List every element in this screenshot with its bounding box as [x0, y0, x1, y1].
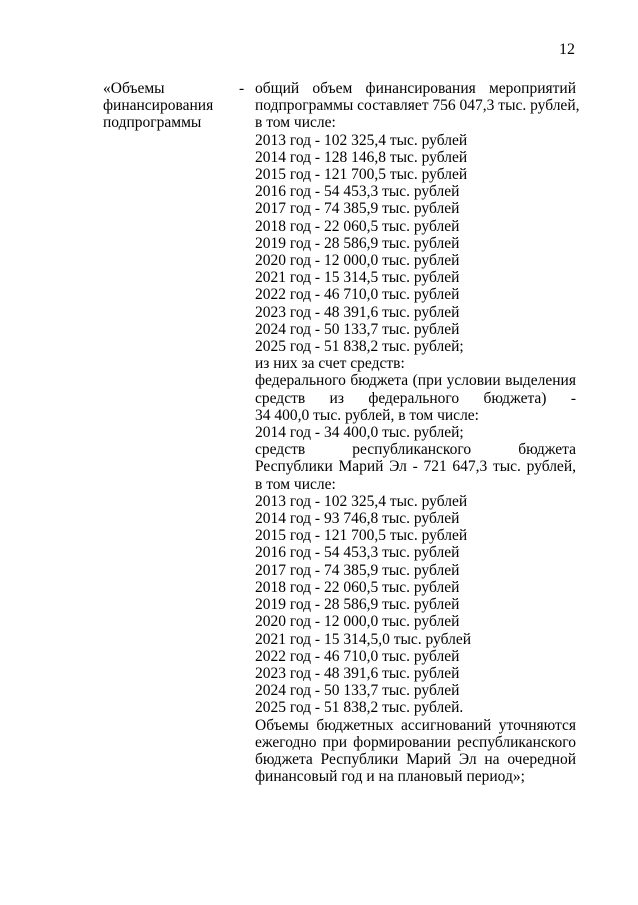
intro-line: в том числе:: [255, 114, 336, 132]
sources-intro: из них за счет средств:: [255, 355, 405, 373]
label-line: подпрограммы: [103, 114, 202, 132]
year-line: 2018 год - 22 060,5 тыс. рублей: [255, 578, 460, 596]
federal-line: федерального бюджета (при условии выделения: [255, 372, 576, 390]
year-line: 2023 год - 48 391,6 тыс. рублей: [255, 664, 460, 682]
intro-line: подпрограммы составляет 756 047,3 тыс. рублей,: [255, 97, 580, 115]
closing-line: Объемы бюджетных ассигнований уточняются: [255, 716, 576, 734]
year-line: 2019 год - 28 586,9 тыс. рублей: [255, 596, 460, 614]
republic-line: Республики Марий Эл - 721 647,3 тыс. рублей,: [255, 458, 576, 476]
subprogram-label: [103, 80, 238, 132]
intro-line: общий объем финансирования мероприятий: [255, 80, 576, 97]
year-line: 2025 год - 51 838,2 тыс. рублей;: [255, 338, 464, 356]
closing-line: ежегодно при формировании республиканского: [255, 733, 576, 751]
republic-by-year-list: [255, 493, 576, 717]
year-line: 2021 год - 15 314,5,0 тыс. рублей: [255, 630, 472, 648]
federal-line: 2014 год - 34 400,0 тыс. рублей;: [255, 424, 464, 442]
year-line: 2022 год - 46 710,0 тыс. рублей: [255, 286, 460, 304]
year-line: 2016 год - 54 453,3 тыс. рублей: [255, 544, 460, 562]
closing-line: финансовый год и на плановый период»;: [255, 768, 525, 786]
year-line: 2013 год - 102 325,4 тыс. рублей: [255, 131, 468, 149]
page-number: 12: [559, 41, 575, 58]
federal-line: средств из федерального бюджета) -: [255, 389, 576, 407]
federal-line: 34 400,0 тыс. рублей, в том числе:: [255, 406, 479, 424]
year-line: 2020 год - 12 000,0 тыс. рублей: [255, 613, 460, 631]
republic-line: средств республиканского бюджета: [255, 441, 576, 459]
year-line: 2024 год - 50 133,7 тыс. рублей: [255, 682, 460, 700]
year-line: 2016 год - 54 453,3 тыс. рублей: [255, 183, 460, 201]
label-line: финансирования: [103, 97, 214, 115]
year-line: 2018 год - 22 060,5 тыс. рублей: [255, 217, 460, 235]
year-line: 2019 год - 28 586,9 тыс. рублей: [255, 234, 460, 252]
label-dash: -: [239, 80, 245, 97]
year-line: 2014 год - 128 146,8 тыс. рублей: [255, 148, 468, 166]
closing-line: бюджета Республики Марий Эл на очередной: [255, 750, 576, 768]
year-line: 2020 год - 12 000,0 тыс. рублей: [255, 252, 460, 270]
year-line: 2025 год - 51 838,2 тыс. рублей.: [255, 699, 464, 717]
year-line: 2015 год - 121 700,5 тыс. рублей: [255, 527, 468, 545]
republic-line: в том числе:: [255, 475, 336, 493]
year-line: 2017 год - 74 385,9 тыс. рублей: [255, 561, 460, 579]
year-line: 2023 год - 48 391,6 тыс. рублей: [255, 303, 460, 321]
year-line: 2017 год - 74 385,9 тыс. рублей: [255, 200, 460, 218]
year-line: 2021 год - 15 314,5 тыс. рублей: [255, 269, 460, 287]
year-line: 2013 год - 102 325,4 тыс. рублей: [255, 492, 468, 510]
year-line: 2014 год - 93 746,8 тыс. рублей: [255, 510, 460, 528]
label-line: «Объемы: [103, 80, 165, 97]
year-line: 2015 год - 121 700,5 тыс. рублей: [255, 166, 468, 184]
total-by-year-list: [255, 132, 576, 356]
year-line: 2024 год - 50 133,7 тыс. рублей: [255, 320, 460, 338]
year-line: 2022 год - 46 710,0 тыс. рублей: [255, 647, 460, 665]
funding-content: [255, 80, 580, 786]
